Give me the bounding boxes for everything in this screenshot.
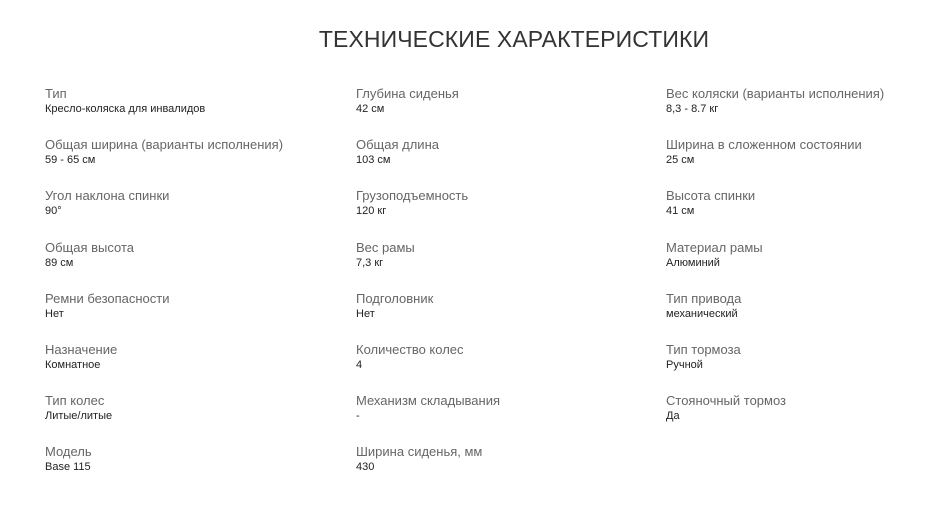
spec-label: Стояночный тормоз [666,393,787,409]
spec-label: Ширина сиденья, мм [356,444,483,460]
spec-value: 7,3 кг [356,256,384,269]
spec-item [356,393,666,444]
spec-value: 430 [356,461,375,474]
spec-value: 42 см [356,103,385,115]
spec-value: механический [666,307,738,320]
spec-item [45,240,356,291]
spec-item [666,137,925,188]
spec-label: Назначение [45,341,118,357]
specs-grid [45,86,925,496]
spec-label: Высота спинки [666,188,756,204]
spec-item [356,86,666,137]
spec-item [666,291,925,342]
spec-value: 25 см [666,154,695,167]
spec-item [356,342,666,393]
spec-item [356,291,666,342]
spec-item [45,137,356,188]
page-title: ТЕХНИЧЕСКИЕ ХАРАКТЕРИСТИКИ [318,26,710,52]
spec-item [356,137,666,188]
spec-label: Общая ширина (варианты исполнения) [45,137,284,153]
spec-value: Base 115 [45,461,91,474]
spec-label: Вес рамы [356,239,415,255]
spec-value: Кресло-коляска для инвалидов [45,103,206,115]
spec-item [45,342,356,393]
spec-value: Комнатное [45,358,101,371]
spec-item [45,188,356,239]
spec-value: 120 кг [356,205,387,218]
spec-item [45,393,356,444]
spec-label: Подголовник [356,290,434,306]
spec-label: Тип [45,86,67,101]
spec-label: Ремни безопасности [45,290,170,306]
spec-value: 89 см [45,256,74,269]
spec-label: Механизм складывания [356,393,501,409]
spec-label: Глубина сиденья [356,86,459,101]
spec-value: Нет [356,307,375,320]
spec-value: Алюминий [666,256,720,269]
spec-item [45,291,356,342]
spec-label: Вес коляски (варианты исполнения) [666,86,885,101]
spec-value: 103 см [356,154,391,167]
spec-item [45,444,356,495]
spec-item [356,240,666,291]
spec-label: Количество колес [356,341,464,357]
spec-item [356,188,666,239]
spec-label: Общая высота [45,239,135,255]
spec-label: Тип тормоза [666,341,741,357]
spec-value: Литые/литые [45,410,113,423]
spec-item [45,86,356,137]
spec-label: Тип привода [666,290,742,306]
spec-value: Ручной [666,358,703,371]
spec-value: 90° [45,205,62,218]
spec-item [666,393,925,444]
spec-label: Грузоподъемность [356,188,469,204]
spec-value: Да [666,410,680,423]
spec-value: 41 см [666,205,695,218]
spec-value: - [356,410,360,423]
spec-value: 8,3 - 8.7 кг [666,103,719,115]
spec-item [356,444,666,495]
spec-label: Угол наклона спинки [45,188,170,204]
spec-label: Общая длина [356,137,439,153]
spec-label: Ширина в сложенном состоянии [666,137,862,153]
spec-item [666,86,925,137]
spec-label: Материал рамы [666,239,763,255]
spec-value: 59 - 65 см [45,154,96,167]
spec-label: Тип колес [45,393,105,409]
spec-item [666,188,925,239]
spec-value: 4 [356,358,363,371]
spec-item [666,342,925,393]
spec-label: Модель [45,444,92,460]
spec-value: Нет [45,307,64,320]
spec-item [666,240,925,291]
